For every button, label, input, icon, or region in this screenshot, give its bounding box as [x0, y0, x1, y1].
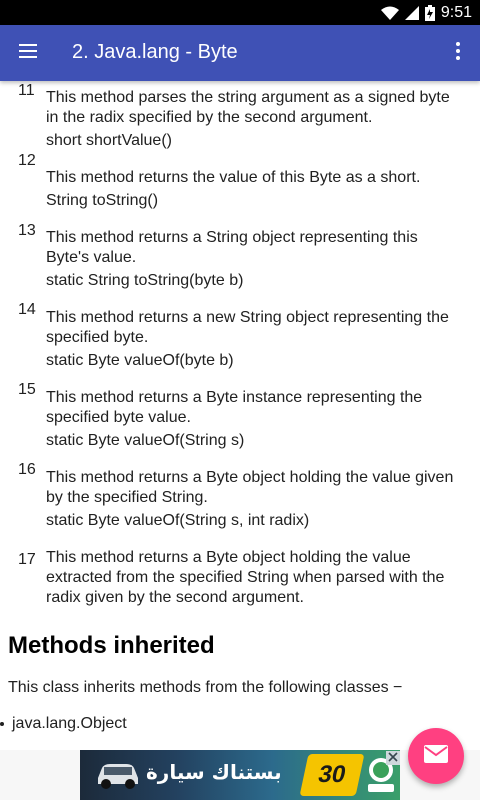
method-signature: String toString() — [46, 192, 159, 209]
status-icons — [381, 2, 472, 23]
method-number: 17 — [18, 551, 36, 568]
content-area[interactable] — [0, 81, 480, 750]
method-number: 14 — [18, 301, 36, 318]
page-title: 2. Java.lang - Byte — [72, 41, 238, 63]
menu-button[interactable] — [10, 35, 46, 71]
method-description: This method returns the value of this Byte as a short. — [46, 169, 421, 186]
method-number: 15 — [18, 381, 36, 398]
method-signature: static String toString(byte b) — [46, 272, 244, 289]
signal-icon — [405, 6, 419, 20]
method-description: This method returns a Byte instance representing the specified byte value. — [46, 389, 423, 426]
method-description: This method parses the string argument as a signed byte in the radix specified by the second argument. — [46, 89, 450, 126]
method-description: This method returns a Byte object holding the value extracted from the specified String when parsed with the radix given by the second argument. — [46, 549, 445, 606]
close-icon — [388, 749, 398, 767]
wifi-icon — [381, 6, 399, 20]
ad-close-button[interactable] — [386, 751, 400, 765]
app-bar — [0, 25, 480, 81]
method-signature: short shortValue() — [46, 132, 172, 149]
car-icon — [94, 758, 142, 790]
email-fab-button[interactable] — [408, 728, 464, 784]
method-number: 13 — [18, 222, 36, 239]
section-heading: Methods inherited — [8, 632, 215, 659]
method-signature: static Byte valueOf(String s) — [46, 432, 245, 449]
method-description: This method returns a Byte object holding the value given by the specified String. — [46, 469, 454, 506]
email-icon — [424, 745, 448, 768]
method-description: This method returns a String object representing this Byte's value. — [46, 229, 418, 266]
method-signature: static Byte valueOf(String s, int radix) — [46, 512, 310, 529]
more-vert-icon — [455, 42, 461, 65]
ad-banner[interactable] — [80, 750, 400, 800]
battery-icon — [425, 5, 435, 21]
method-number: 12 — [18, 152, 36, 169]
method-description: This method returns a new String object representing the specified byte. — [46, 309, 449, 346]
list-item-label: java.lang.Object — [12, 715, 127, 732]
overflow-menu-button[interactable] — [444, 35, 472, 71]
status-bar — [0, 0, 480, 25]
bullet-icon — [0, 722, 4, 726]
inherited-intro: This class inherits methods from the following classes − — [8, 679, 403, 696]
ad-text: بستناك سيارة — [146, 760, 282, 784]
ad-badge: 30 — [300, 754, 365, 796]
method-number: 11 — [18, 82, 35, 99]
hamburger-menu-icon — [18, 44, 38, 63]
method-number: 16 — [18, 461, 36, 478]
status-time: 9:51 — [440, 3, 472, 21]
method-signature: static Byte valueOf(byte b) — [46, 352, 234, 369]
list-item — [0, 715, 127, 733]
